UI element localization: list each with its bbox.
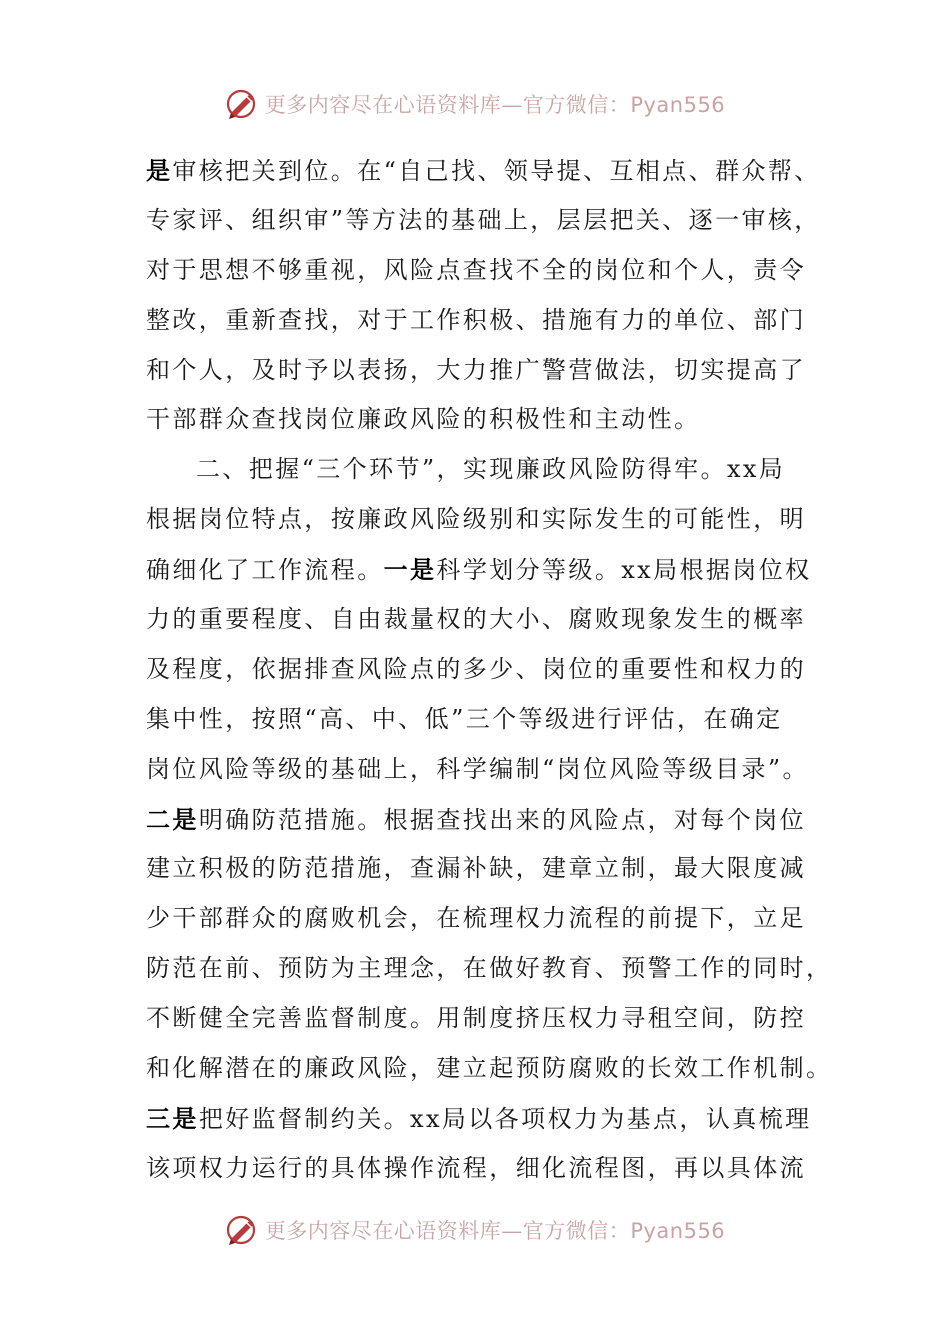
text-line: 和化解潜在的廉政风险，建立起预防腐败的长效工作机制。	[146, 1054, 833, 1083]
text-line: 及程度，依据排查风险点的多少、岗位的重要性和权力的	[146, 654, 806, 683]
text-line: 集中性，按照“高、中、低”三个等级进行评估，在确定	[146, 704, 783, 733]
pen-logo-icon	[225, 1213, 259, 1247]
text-line: 该项权力运行的具体操作流程，细化流程图，再以具体流	[146, 1153, 806, 1182]
text-line: 对于思想不够重视，风险点查找不全的岗位和个人，责令	[146, 255, 806, 284]
text-line: 力的重要程度、自由裁量权的大小、腐败现象发生的概率	[146, 605, 806, 634]
text-line: 岗位风险等级的基础上，科学编制“岗位风险等级目录”。	[146, 754, 809, 783]
text-line: 不断健全完善监督制度。用制度挤压权力寻租空间，防控	[146, 1004, 806, 1033]
text-line: 专家评、组织审”等方法的基础上，层层把关、逐一审核，	[146, 205, 821, 234]
header-banner	[0, 84, 950, 124]
text-line: 是审核把关到位。在“自己找、领导提、互相点、群众帮、	[146, 156, 821, 185]
text-line: 干部群众查找岗位廉政风险的积极性和主动性。	[146, 405, 701, 434]
footer-banner	[0, 1210, 950, 1250]
text-line: 二是明确防范措施。根据查找出来的风险点，对每个岗位	[146, 804, 807, 834]
text-line: 建立积极的防范措施，查漏补缺，建章立制，最大限度减	[146, 854, 806, 883]
text-line: 整改，重新查找，对于工作积极、措施有力的单位、部门	[146, 305, 806, 334]
header-banner-text: 更多内容尽在心语资料库—官方微信：Pyan556	[264, 93, 726, 117]
footer-banner-inner	[225, 1213, 725, 1247]
text-line: 少干部群众的腐败机会，在梳理权力流程的前提下，立足	[146, 904, 806, 933]
section-heading-line: 二、把握“三个环节”，实现廉政风险防得牢。xx局	[196, 455, 786, 484]
document-body	[146, 146, 833, 1194]
header-banner-inner	[225, 87, 725, 121]
text-line: 防范在前、预防为主理念，在做好教育、预警工作的同时，	[146, 954, 833, 983]
text-line: 和个人，及时予以表扬，大力推广警营做法，切实提高了	[146, 355, 806, 384]
text-line: 确细化了工作流程。一是科学划分等级。xx局根据岗位权	[146, 555, 812, 585]
pen-logo-icon	[225, 87, 259, 121]
footer-banner-text: 更多内容尽在心语资料库—官方微信：Pyan556	[264, 1219, 726, 1243]
text-line: 根据岗位特点，按廉政风险级别和实际发生的可能性，明	[146, 505, 806, 534]
text-line: 三是把好监督制约关。xx局以各项权力为基点，认真梳理	[146, 1103, 812, 1133]
